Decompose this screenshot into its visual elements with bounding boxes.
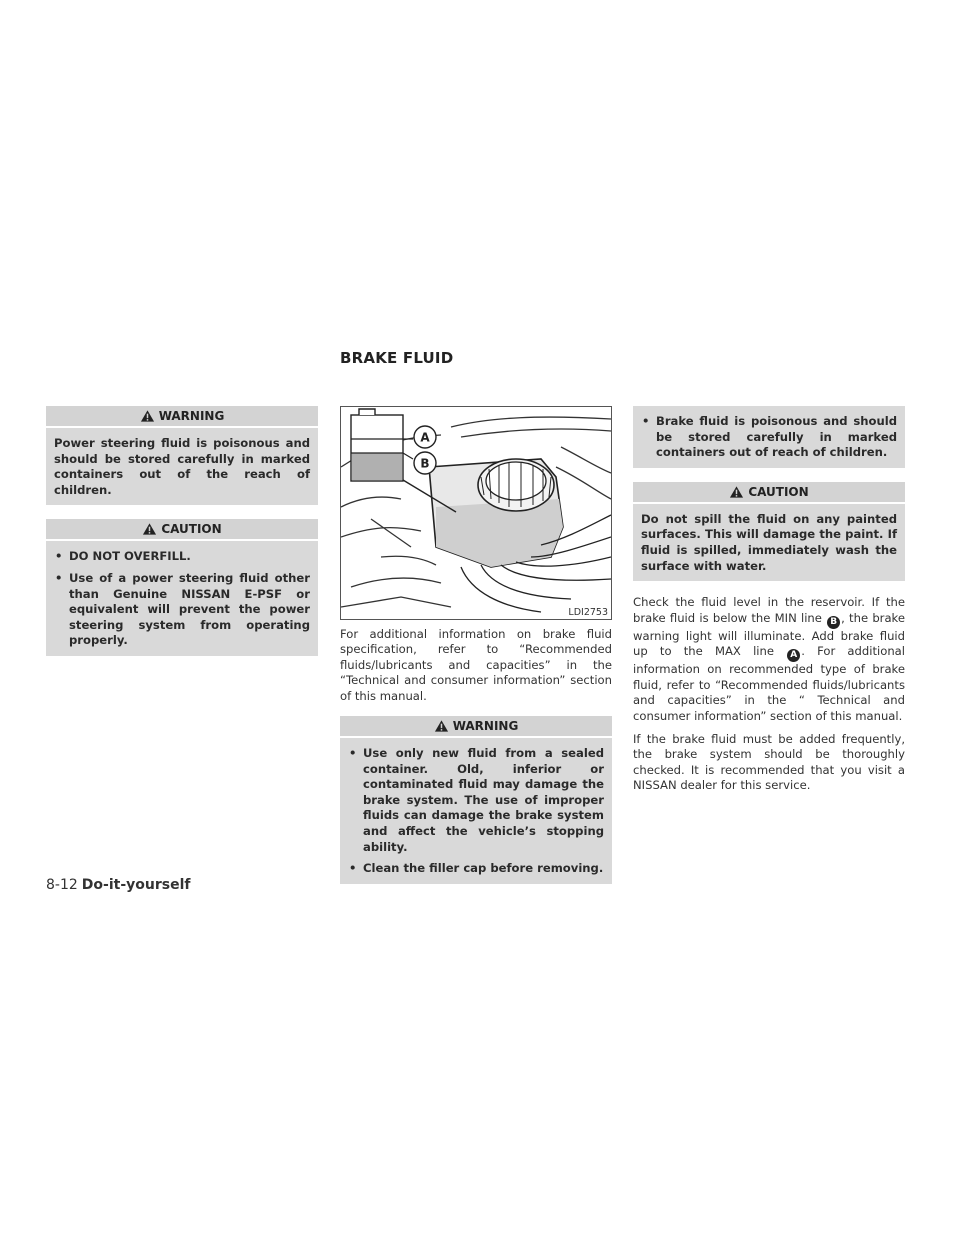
callout-b-label: B — [420, 456, 430, 471]
figure-caption: LDI2753 — [568, 607, 608, 618]
section-title: BRAKE FLUID — [340, 349, 454, 367]
caution-title: CAUTION — [748, 484, 809, 499]
caution-triangle-icon — [142, 522, 157, 536]
warning-box — [46, 406, 318, 505]
warning-box — [340, 716, 612, 884]
brake-reservoir-illustration — [341, 407, 611, 619]
warning-item: • Clean the filler cap before removing. — [348, 861, 604, 877]
fluid-level-paragraph — [633, 595, 905, 724]
warning-title: WARNING — [158, 409, 225, 423]
warning-text: Power steering fluid is poisonous and should be stored carefully in marked containers out of the reach of children. — [54, 436, 310, 497]
frequent-add-paragraph: If the brake fluid must be added frequently, the brake system should be thoroughly checked. It is recommended that you visit a NISSAN dealer for this service. — [633, 732, 905, 793]
column-2 — [340, 406, 612, 898]
brake-reservoir-figure — [340, 406, 612, 620]
callout-a-label: A — [420, 430, 430, 445]
marker-b: B — [827, 616, 840, 629]
warning-triangle-icon — [434, 719, 449, 733]
caution-header — [633, 482, 905, 504]
warning-triangle-icon — [140, 409, 155, 423]
warning-header — [46, 406, 318, 428]
column-1 — [46, 406, 318, 670]
warning-header — [340, 716, 612, 738]
chapter-title: Do-it-yourself — [81, 877, 191, 893]
caution-header — [46, 519, 318, 541]
caution-item: • Use of a power steering fluid other than Genuine NISSAN E-PSF or equivalent will prevent the power steering system from operating properly. — [54, 571, 310, 649]
warning-item: • Use only new fluid from a sealed container. Old, inferior or contaminated fluid may damage the brake system. The use of improper fluids can damage the brake system and affect the vehicle’s stopping ability. — [348, 746, 604, 855]
caution-triangle-icon — [729, 485, 744, 499]
caution-item: • DO NOT OVERFILL. — [54, 549, 310, 565]
brake-fluid-spec-paragraph: For additional information on brake fluid specification, refer to “Recommended fluids/lubricants and capacities” in the “Technical and consumer information” section of this manual. — [340, 627, 612, 703]
page-footer — [46, 877, 190, 893]
caution-box — [633, 482, 905, 581]
caution-box — [46, 519, 318, 656]
caution-title: CAUTION — [161, 522, 222, 537]
fluid-level-text: Check the fluid level in the reservoir. If the brake fluid is below the MIN line — [633, 595, 905, 625]
warning-title: WARNING — [452, 719, 519, 734]
marker-a: A — [787, 649, 800, 662]
fluid-level-text: , the brake warning light will illuminate. Add brake fluid up to the MAX line — [633, 610, 905, 659]
warning-item: • Brake fluid is poisonous and should be stored carefully in marked containers out of reach of children. — [641, 414, 897, 461]
fluid-level-text: . For additional information on recommended type of brake fluid, refer to “Recommended fluids/lubricants and capacities” in the “ Technical and consumer information” section of this manual. — [633, 644, 905, 723]
page-number: 8-12 — [46, 877, 78, 893]
warning-continued-box — [633, 406, 905, 468]
column-3 — [633, 406, 905, 802]
caution-text: Do not spill the fluid on any painted surfaces. This will damage the paint. If fluid is spilled, immediately wash the surface with water. — [641, 511, 897, 573]
